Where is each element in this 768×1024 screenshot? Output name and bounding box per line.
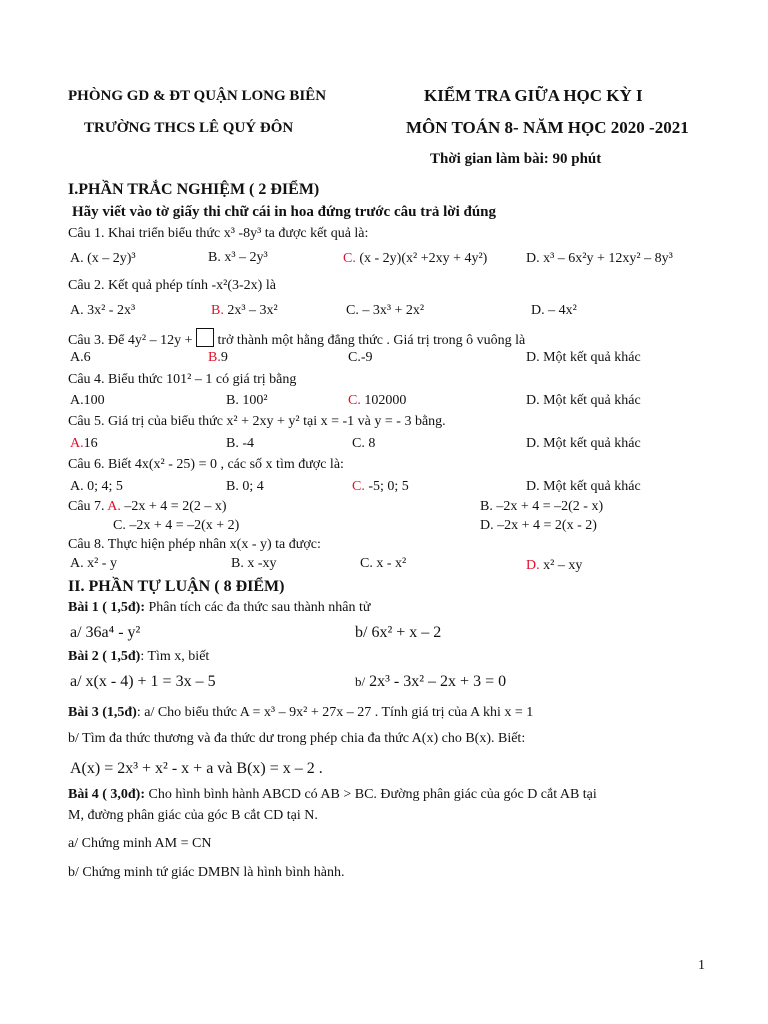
q1-stem: Câu 1. Khai triển biểu thức x³ -8y³ ta được kết quả là: (68, 226, 369, 241)
q4-option-d: D. Một kết quả khác (526, 393, 641, 408)
bai3-b: b/ Tìm đa thức thương và đa thức dư trong phép chia đa thức A(x) cho B(x). Biết: (68, 731, 526, 746)
q1-option-c: C. (x - 2y)(x² +2xy + 4y²) (343, 251, 488, 266)
school-name: TRƯỜNG THCS LÊ QUÝ ĐÔN (84, 120, 294, 136)
q2-option-a: A. 3x² - 2x³ (70, 303, 136, 318)
q7-option-c: C. –2x + 4 = –2(x + 2) (113, 518, 240, 533)
q8-stem: Câu 8. Thực hiện phép nhân x(x - y) ta được: (68, 537, 321, 552)
q6-option-a: A. 0; 4; 5 (70, 479, 123, 494)
bai1-a: a/ 36a⁴ - y² (70, 624, 141, 641)
q4-option-c: C. 102000 (348, 393, 407, 408)
bai2-heading: Bài 2 ( 1,5đ): Tìm x, biết (68, 649, 210, 664)
q4-option-b: B. 100² (226, 393, 268, 408)
part2-title: II. PHẦN TỰ LUẬN ( 8 ĐIỂM) (68, 578, 285, 595)
q6-option-d: D. Một kết quả khác (526, 479, 641, 494)
bai2-b: b/ 2x³ - 3x² – 2x + 3 = 0 (355, 673, 507, 690)
q7-option-b: B. –2x + 4 = –2(2 - x) (480, 499, 604, 514)
part1-instruction: Hãy viết vào tờ giấy thi chữ cái in hoa đứng trước câu trả lời đúng (72, 204, 497, 220)
q6-option-c: C. -5; 0; 5 (352, 479, 409, 494)
bai2-a: a/ x(x - 4) + 1 = 3x – 5 (70, 673, 216, 690)
exam-title: KIỂM TRA GIỮA HỌC KỲ I (424, 86, 643, 105)
bai3-expression: A(x) = 2x³ + x² - x + a và B(x) = x – 2 . (70, 760, 323, 777)
bai4-text-cont: M, đường phân giác của góc B cắt CD tại N. (68, 808, 318, 823)
q5-option-c: C. 8 (352, 436, 376, 451)
q3-option-d: D. Một kết quả khác (526, 350, 641, 365)
time-limit: Thời gian làm bài: 90 phút (430, 151, 602, 167)
q8-option-d: D. x² – xy (526, 558, 583, 573)
department-name: PHÒNG GD & ĐT QUẬN LONG BIÊN (68, 88, 327, 104)
q5-option-b: B. -4 (226, 436, 254, 451)
q7-option-d: D. –2x + 4 = 2(x - 2) (480, 518, 597, 533)
q2-option-d: D. – 4x² (531, 303, 577, 318)
q6-stem: Câu 6. Biết 4x(x² - 25) = 0 , các số x tìm được là: (68, 457, 344, 472)
q2-option-c: C. – 3x³ + 2x² (346, 303, 425, 318)
bai4-a: a/ Chứng minh AM = CN (68, 836, 212, 851)
bai1-b: b/ 6x² + x – 2 (355, 624, 442, 641)
page-number: 1 (698, 958, 705, 973)
q3-option-a: A.6 (70, 350, 91, 365)
bai4-b: b/ Chứng minh tứ giác DMBN là hình bình hành. (68, 865, 345, 880)
q8-option-c: C. x - x² (360, 556, 407, 571)
q1-option-d: D. x³ – 6x²y + 12xy² – 8y³ (526, 251, 673, 266)
q5-option-a: A.16 (70, 436, 98, 451)
q4-option-a: A.100 (70, 393, 105, 408)
q5-option-d: D. Một kết quả khác (526, 436, 641, 451)
bai3-heading: Bài 3 (1,5đ): a/ Cho biểu thức A = x³ – 9x² + 27x – 27 . Tính giá trị của A khi x = 1 (68, 705, 534, 720)
bai4-heading: Bài 4 ( 3,0đ): Cho hình bình hành ABCD có AB > BC. Đường phân giác của góc D cắt AB tại (68, 787, 597, 802)
q2-option-b: B. 2x³ – 3x² (211, 303, 278, 318)
subject-year: MÔN TOÁN 8- NĂM HỌC 2020 -2021 (406, 118, 689, 137)
q7-stem-option-a: Câu 7. A. –2x + 4 = 2(2 – x) (68, 499, 227, 514)
q2-stem: Câu 2. Kết quả phép tính -x²(3-2x) là (68, 278, 276, 293)
q3-option-b: B.9 (208, 350, 228, 365)
q3-stem: Câu 3. Để 4y² – 12y + trở thành một hằng đẳng thức . Giá trị trong ô vuông là (68, 328, 525, 349)
q4-stem: Câu 4. Biểu thức 101² – 1 có giá trị bằng (68, 372, 297, 387)
answer-box (196, 328, 214, 347)
q5-stem: Câu 5. Giá trị của biểu thức x² + 2xy + y² tại x = -1 và y = - 3 bằng. (68, 414, 446, 429)
q1-option-a: A. (x – 2y)³ (70, 251, 136, 266)
q3-option-c: C.-9 (348, 350, 373, 365)
q6-option-b: B. 0; 4 (226, 479, 264, 494)
bai1-heading: Bài 1 ( 1,5đ): Phân tích các đa thức sau thành nhân tử (68, 600, 371, 615)
q8-option-a: A. x² - y (70, 556, 117, 571)
q8-option-b: B. x -xy (231, 556, 277, 571)
part1-title: I.PHẦN TRẮC NGHIỆM ( 2 ĐIỂM) (68, 181, 320, 198)
q1-option-b: B. x³ – 2y³ (208, 250, 268, 265)
